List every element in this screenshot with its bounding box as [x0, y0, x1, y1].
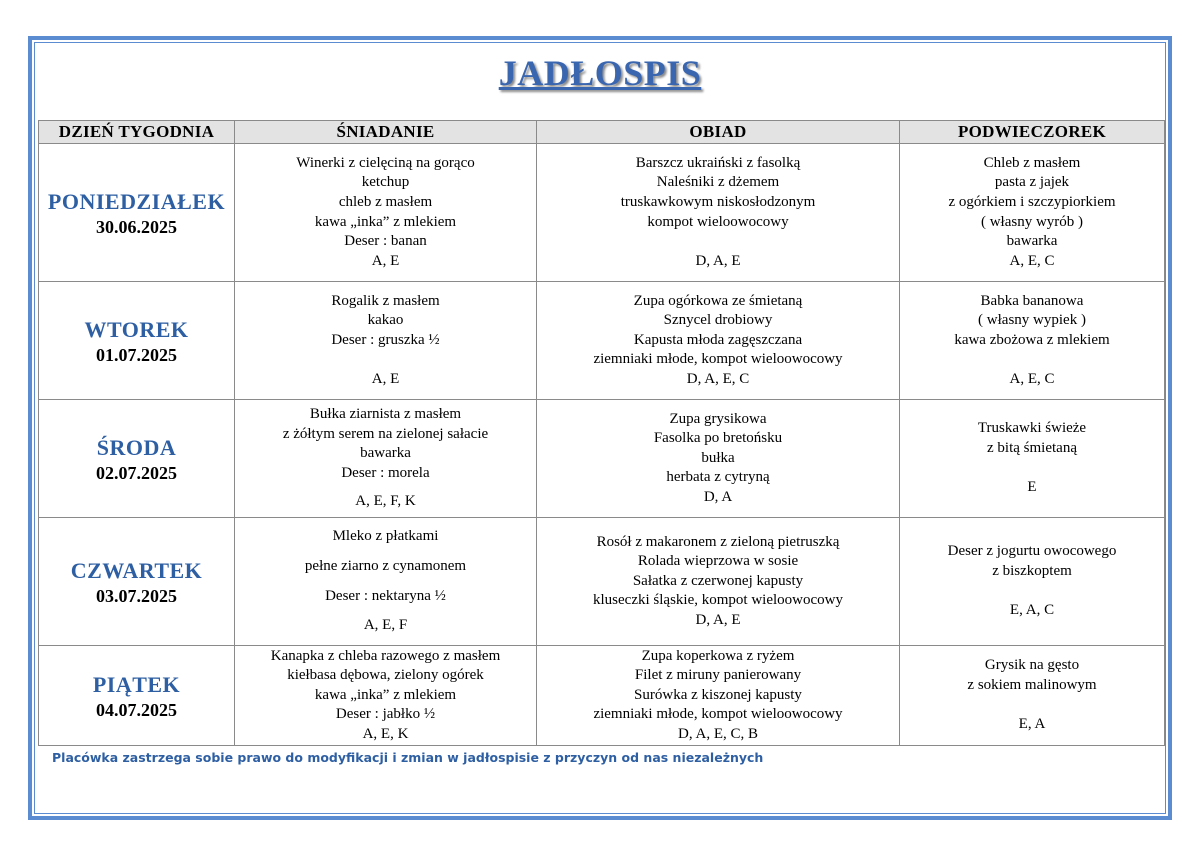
day-name: PONIEDZIAŁEK	[47, 188, 226, 214]
meal-line: Zupa grysikowa	[669, 410, 767, 427]
allergens: E, A	[1018, 716, 1046, 733]
day-cell	[39, 282, 235, 400]
header-day: DZIEŃ TYGODNIA	[39, 121, 235, 144]
meal-line: chleb z masłem	[338, 193, 433, 210]
day-date: 03.07.2025	[96, 585, 177, 606]
day-name: CZWARTEK	[70, 557, 203, 583]
allergens: D, A, E, C	[686, 370, 750, 387]
day-date: 02.07.2025	[96, 462, 177, 483]
meal-line: kawa „inka” z mlekiem	[314, 686, 457, 703]
lunch-cell	[537, 646, 900, 746]
meal-line: Zupa ogórkowa ze śmietaną	[633, 292, 803, 309]
table-row	[39, 646, 1165, 746]
meal-line: bawarka	[1006, 233, 1058, 250]
meal-line: Truskawki świeże	[977, 420, 1087, 437]
meal-line: ziemniaki młode, kompot wieloowocowy	[593, 351, 843, 368]
meal-line: Fasolka po bretońsku	[653, 430, 783, 447]
meal-line: ketchup	[361, 174, 410, 191]
meal-line: Deser : banan	[344, 233, 427, 250]
meal-line: pełne ziarno z cynamonem	[304, 557, 467, 574]
meal-line: Kanapka z chleba razowego z masłem	[270, 647, 501, 664]
day-cell	[39, 400, 235, 518]
meal-line: kakao	[367, 312, 404, 329]
meal-line: Sałatka z czerwonej kapusty	[632, 572, 804, 589]
day-cell	[39, 646, 235, 746]
breakfast-cell	[235, 400, 537, 518]
meal-line: Deser : nektaryna ½	[325, 587, 446, 604]
header-snack: PODWIECZOREK	[900, 121, 1165, 144]
meal-line: Babka bananowa	[980, 292, 1084, 309]
table-row	[39, 400, 1165, 518]
allergens: A, E	[371, 252, 400, 269]
meal-line: kompot wieloowocowy	[647, 213, 789, 230]
meal-line: Naleśniki z dżemem	[656, 174, 780, 191]
meal-line: Winerki z cielęciną na gorąco	[296, 154, 475, 171]
meal-line: Deser : jabłko ½	[335, 706, 436, 723]
header-breakfast: ŚNIADANIE	[235, 121, 537, 144]
snack-cell	[900, 646, 1165, 746]
allergens: E, A, C	[1009, 602, 1055, 619]
allergens: D, A, E	[695, 611, 741, 628]
allergens: A, E, C	[1009, 252, 1055, 269]
lunch-cell	[537, 400, 900, 518]
lunch-cell	[537, 282, 900, 400]
table-row	[39, 282, 1165, 400]
meal-line: Grysik na gęsto	[984, 657, 1080, 674]
meal-line: Deser : gruszka ½	[331, 331, 440, 348]
meal-line: Rogalik z masłem	[331, 292, 440, 309]
day-name: ŚRODA	[96, 434, 177, 460]
meal-line: Bułka ziarnista z masłem	[309, 406, 462, 423]
lunch-cell	[537, 144, 900, 282]
meal-line: z sokiem malinowym	[967, 676, 1097, 693]
header-row	[39, 121, 1165, 144]
breakfast-cell	[235, 144, 537, 282]
meal-line: Barszcz ukraiński z fasolką	[635, 154, 801, 171]
snack-cell	[900, 144, 1165, 282]
table-row	[39, 518, 1165, 646]
allergens: D, A	[703, 488, 733, 505]
snack-cell	[900, 400, 1165, 518]
allergens: A, E	[371, 370, 400, 387]
meal-line: Zupa koperkowa z ryżem	[641, 647, 795, 664]
meal-line: truskawkowym niskosłodzonym	[620, 193, 816, 210]
meal-line: Kapusta młoda zagęszczana	[633, 331, 803, 348]
meal-line: bawarka	[360, 445, 411, 462]
meal-line: Mleko z płatkami	[332, 528, 439, 545]
day-date: 01.07.2025	[96, 344, 177, 365]
meal-line: herbata z cytryną	[666, 469, 770, 486]
meal-line: Rolada wieprzowa w sosie	[637, 553, 799, 570]
header-lunch: OBIAD	[537, 121, 900, 144]
day-date: 30.06.2025	[96, 216, 177, 237]
meal-line: Deser z jogurtu owocowego	[947, 543, 1117, 560]
meal-line: z ogórkiem i szczypiorkiem	[948, 193, 1116, 210]
allergens: D, A, E	[695, 252, 741, 269]
lunch-cell	[537, 518, 900, 646]
breakfast-cell	[235, 518, 537, 646]
day-cell	[39, 518, 235, 646]
allergens: A, E, F, K	[355, 493, 416, 510]
meal-line: kiełbasa dębowa, zielony ogórek	[287, 667, 484, 684]
day-date: 04.07.2025	[96, 699, 177, 720]
meal-line: Sznycel drobiowy	[663, 312, 773, 329]
breakfast-cell	[235, 646, 537, 746]
meal-line: pasta z jajek	[994, 174, 1070, 191]
meal-line: kawa zbożowa z mlekiem	[954, 331, 1110, 348]
meal-line: Filet z miruny panierowany	[634, 667, 802, 684]
footer-note: Placówka zastrzega sobie prawo do modyfikacji i zmian w jadłospisie z przyczyn od nas niezależnych	[52, 750, 764, 765]
day-cell	[39, 144, 235, 282]
breakfast-cell	[235, 282, 537, 400]
allergens: D, A, E, C, B	[677, 725, 758, 742]
meal-line: kawa „inka” z mlekiem	[314, 213, 457, 230]
page-title: JADŁOSPIS	[498, 53, 702, 93]
meal-line: Surówka z kiszonej kapusty	[634, 686, 802, 703]
meal-line: z bitą śmietaną	[987, 439, 1077, 456]
snack-cell	[900, 518, 1165, 646]
meal-line: ziemniaki młode, kompot wieloowocowy	[593, 706, 843, 723]
allergens: A, E, C	[1009, 370, 1055, 387]
meal-line: Deser : morela	[341, 464, 430, 481]
menu-table	[38, 120, 1165, 746]
day-name: PIĄTEK	[92, 671, 181, 697]
meal-line: z żółtym serem na zielonej sałacie	[282, 425, 489, 442]
table-row	[39, 144, 1165, 282]
snack-cell	[900, 282, 1165, 400]
allergens: A, E, K	[362, 725, 409, 742]
meal-line: ( własny wypiek )	[978, 312, 1086, 329]
meal-line: kluseczki śląskie, kompot wieloowocowy	[593, 592, 843, 609]
allergens: E	[1027, 479, 1037, 496]
meal-line: Rosół z makaronem z zieloną pietruszką	[596, 533, 840, 550]
meal-line: ( własny wyrób )	[980, 213, 1084, 230]
meal-line: z biszkoptem	[992, 562, 1072, 579]
allergens: A, E, F	[363, 617, 408, 634]
meal-line: Chleb z masłem	[983, 154, 1081, 171]
day-name: WTOREK	[84, 316, 189, 342]
meal-line: bułka	[701, 449, 735, 466]
